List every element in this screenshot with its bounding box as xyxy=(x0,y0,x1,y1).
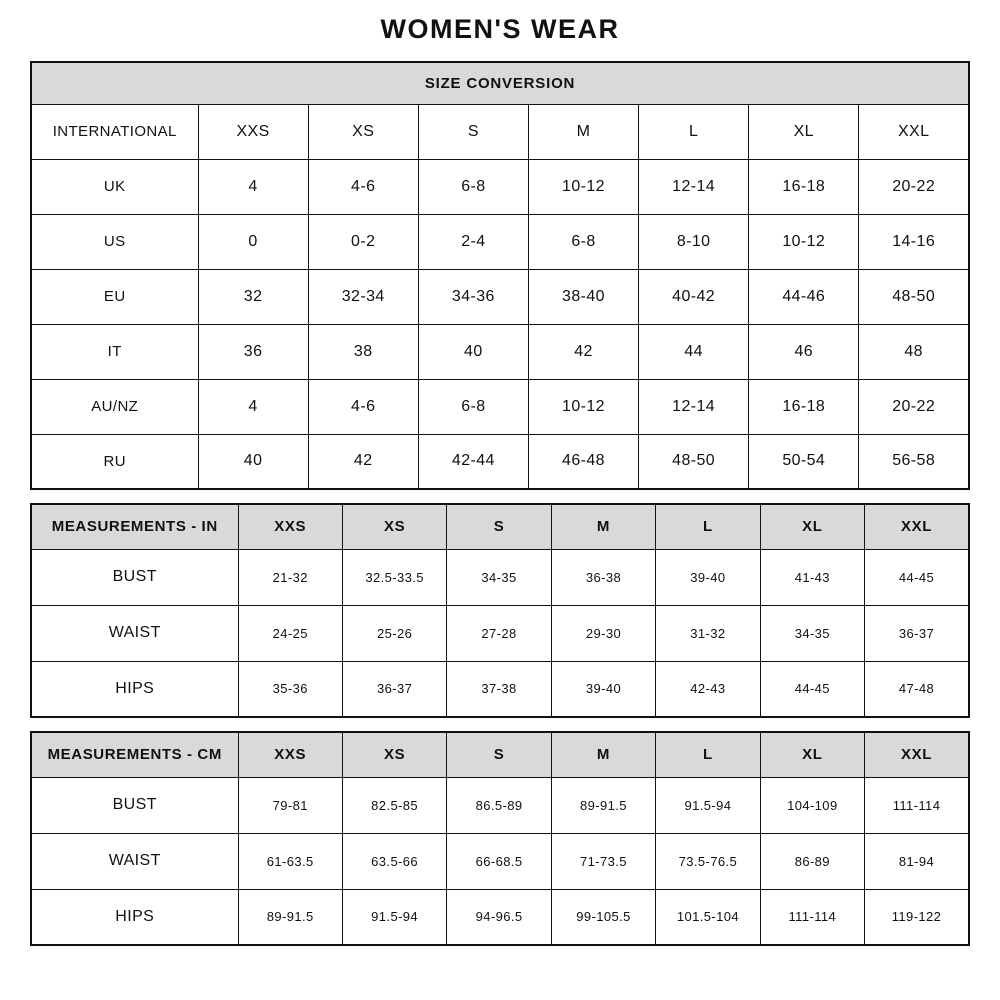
row-label: HIPS xyxy=(31,661,238,717)
size-conversion-title: SIZE CONVERSION xyxy=(31,62,969,104)
cell-value: XS xyxy=(308,104,418,159)
cell-value: 4 xyxy=(198,159,308,214)
table-row xyxy=(31,434,969,489)
table-row xyxy=(31,777,969,833)
cell-value: 0-2 xyxy=(308,214,418,269)
cell-value: 16-18 xyxy=(749,379,859,434)
measurements-cm-table xyxy=(30,731,970,946)
table-row xyxy=(31,269,969,324)
page-title: WOMEN'S WEAR xyxy=(380,14,620,44)
column-header-l: L xyxy=(656,732,760,777)
cell-value: 42-44 xyxy=(418,434,528,489)
cell-value: 39-40 xyxy=(551,661,655,717)
column-header-xs: XS xyxy=(342,504,446,549)
cell-value: 8-10 xyxy=(639,214,749,269)
cell-value: 86.5-89 xyxy=(447,777,551,833)
cell-value: 24-25 xyxy=(238,605,342,661)
cell-value: 12-14 xyxy=(639,379,749,434)
column-header-xs: XS xyxy=(342,732,446,777)
cell-value: 36 xyxy=(198,324,308,379)
cell-value: 94-96.5 xyxy=(447,889,551,945)
measurements-in-table xyxy=(30,503,970,718)
cell-value: 34-35 xyxy=(760,605,864,661)
column-header-s: S xyxy=(447,732,551,777)
row-label: INTERNATIONAL xyxy=(31,104,198,159)
cell-value: 12-14 xyxy=(639,159,749,214)
row-label: BUST xyxy=(31,777,238,833)
column-header-xl: XL xyxy=(760,504,864,549)
cell-value: 104-109 xyxy=(760,777,864,833)
column-header-l: L xyxy=(656,504,760,549)
cell-value: 81-94 xyxy=(865,833,969,889)
cell-value: 39-40 xyxy=(656,549,760,605)
cell-value: 32.5-33.5 xyxy=(342,549,446,605)
column-header-xxl: XXL xyxy=(865,732,969,777)
cell-value: 44-46 xyxy=(749,269,859,324)
cell-value: M xyxy=(528,104,638,159)
cell-value: 25-26 xyxy=(342,605,446,661)
cell-value: 6-8 xyxy=(418,159,528,214)
cell-value: 38 xyxy=(308,324,418,379)
row-label: RU xyxy=(31,434,198,489)
cell-value: 4 xyxy=(198,379,308,434)
cell-value: 48-50 xyxy=(859,269,969,324)
table-row xyxy=(31,324,969,379)
cell-value: XXL xyxy=(859,104,969,159)
table-row xyxy=(31,214,969,269)
table-header-row xyxy=(31,732,969,777)
cell-value: 71-73.5 xyxy=(551,833,655,889)
row-label: AU/NZ xyxy=(31,379,198,434)
cell-value: 50-54 xyxy=(749,434,859,489)
column-header-xl: XL xyxy=(760,732,864,777)
cell-value: 0 xyxy=(198,214,308,269)
cell-value: 20-22 xyxy=(859,159,969,214)
cell-value: 101.5-104 xyxy=(656,889,760,945)
table-row xyxy=(31,661,969,717)
cell-value: 27-28 xyxy=(447,605,551,661)
cell-value: 2-4 xyxy=(418,214,528,269)
cell-value: 111-114 xyxy=(760,889,864,945)
cell-value: 36-37 xyxy=(342,661,446,717)
cell-value: 40 xyxy=(418,324,528,379)
cell-value: 79-81 xyxy=(238,777,342,833)
row-label: WAIST xyxy=(31,833,238,889)
size-conversion-table xyxy=(30,61,970,490)
cell-value: 41-43 xyxy=(760,549,864,605)
table-row xyxy=(31,104,969,159)
cell-value: 46 xyxy=(749,324,859,379)
measurements-in-body xyxy=(31,549,969,717)
column-header-xxs: XXS xyxy=(238,504,342,549)
cell-value: 56-58 xyxy=(859,434,969,489)
cell-value: 16-18 xyxy=(749,159,859,214)
table-row xyxy=(31,549,969,605)
row-label: HIPS xyxy=(31,889,238,945)
row-label: US xyxy=(31,214,198,269)
cell-value: 73.5-76.5 xyxy=(656,833,760,889)
measurements-cm-title: MEASUREMENTS - CM xyxy=(31,732,238,777)
cell-value: 10-12 xyxy=(528,379,638,434)
column-header-xxl: XXL xyxy=(865,504,969,549)
measurements-cm-body xyxy=(31,777,969,945)
cell-value: 10-12 xyxy=(528,159,638,214)
cell-value: 119-122 xyxy=(865,889,969,945)
row-label: WAIST xyxy=(31,605,238,661)
cell-value: 34-35 xyxy=(447,549,551,605)
cell-value: XL xyxy=(749,104,859,159)
cell-value: L xyxy=(639,104,749,159)
cell-value: 44-45 xyxy=(865,549,969,605)
cell-value: S xyxy=(418,104,528,159)
cell-value: 4-6 xyxy=(308,159,418,214)
cell-value: 46-48 xyxy=(528,434,638,489)
cell-value: 14-16 xyxy=(859,214,969,269)
table-row xyxy=(31,889,969,945)
cell-value: 10-12 xyxy=(749,214,859,269)
row-label: IT xyxy=(31,324,198,379)
cell-value: 91.5-94 xyxy=(342,889,446,945)
table-row xyxy=(31,159,969,214)
cell-value: 82.5-85 xyxy=(342,777,446,833)
cell-value: 91.5-94 xyxy=(656,777,760,833)
column-header-m: M xyxy=(551,732,655,777)
cell-value: 4-6 xyxy=(308,379,418,434)
cell-value: 44-45 xyxy=(760,661,864,717)
cell-value: 37-38 xyxy=(447,661,551,717)
cell-value: 34-36 xyxy=(418,269,528,324)
size-conversion-body xyxy=(31,104,969,489)
cell-value: 99-105.5 xyxy=(551,889,655,945)
cell-value: 32 xyxy=(198,269,308,324)
cell-value: 38-40 xyxy=(528,269,638,324)
table-row xyxy=(31,379,969,434)
table-row xyxy=(31,605,969,661)
table-row xyxy=(31,833,969,889)
cell-value: 47-48 xyxy=(865,661,969,717)
column-header-s: S xyxy=(447,504,551,549)
cell-value: 21-32 xyxy=(238,549,342,605)
column-header-xxs: XXS xyxy=(238,732,342,777)
column-header-m: M xyxy=(551,504,655,549)
table-title-row xyxy=(31,62,969,104)
cell-value: 35-36 xyxy=(238,661,342,717)
cell-value: 89-91.5 xyxy=(551,777,655,833)
measurements-in-title: MEASUREMENTS - IN xyxy=(31,504,238,549)
cell-value: 86-89 xyxy=(760,833,864,889)
cell-value: 20-22 xyxy=(859,379,969,434)
cell-value: 44 xyxy=(639,324,749,379)
cell-value: 48 xyxy=(859,324,969,379)
row-label: EU xyxy=(31,269,198,324)
cell-value: 63.5-66 xyxy=(342,833,446,889)
cell-value: 31-32 xyxy=(656,605,760,661)
cell-value: 111-114 xyxy=(865,777,969,833)
cell-value: 36-37 xyxy=(865,605,969,661)
cell-value: 40-42 xyxy=(639,269,749,324)
cell-value: 6-8 xyxy=(528,214,638,269)
cell-value: XXS xyxy=(198,104,308,159)
cell-value: 66-68.5 xyxy=(447,833,551,889)
cell-value: 36-38 xyxy=(551,549,655,605)
table-header-row xyxy=(31,504,969,549)
cell-value: 6-8 xyxy=(418,379,528,434)
cell-value: 61-63.5 xyxy=(238,833,342,889)
cell-value: 32-34 xyxy=(308,269,418,324)
cell-value: 89-91.5 xyxy=(238,889,342,945)
cell-value: 42 xyxy=(308,434,418,489)
cell-value: 29-30 xyxy=(551,605,655,661)
row-label: BUST xyxy=(31,549,238,605)
row-label: UK xyxy=(31,159,198,214)
cell-value: 40 xyxy=(198,434,308,489)
cell-value: 42 xyxy=(528,324,638,379)
cell-value: 42-43 xyxy=(656,661,760,717)
cell-value: 48-50 xyxy=(639,434,749,489)
